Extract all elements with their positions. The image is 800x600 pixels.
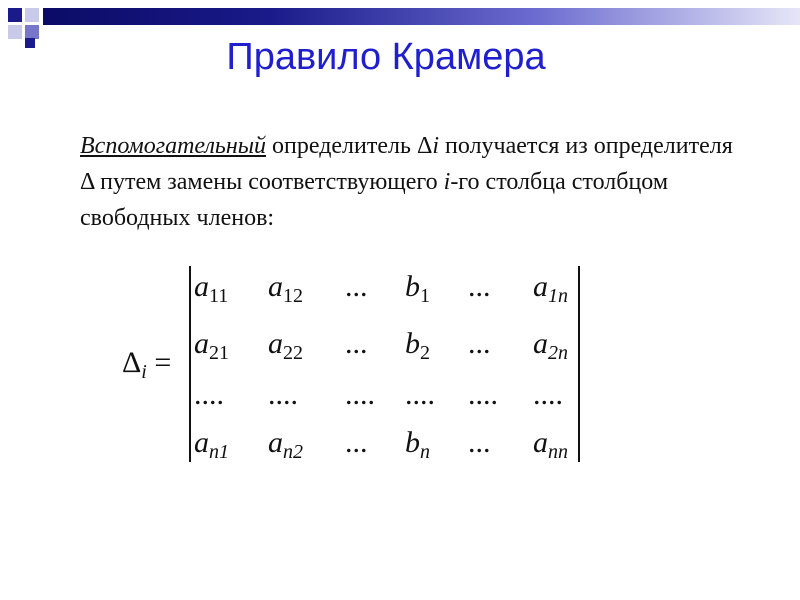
matrix-cell-base: a [268,327,283,360]
term-vspomogatelny: Вспомогательный [80,133,267,159]
matrix-cell [405,426,430,464]
matrix-cell-base: a [268,270,283,303]
matrix-cell-subscript: 1n [548,285,568,307]
matrix-cell-base: .... [405,378,435,411]
matrix-cell-base: ... [345,426,368,459]
matrix-cell [533,270,568,308]
delta-subscript: i [141,361,147,383]
matrix-cell [194,378,224,412]
slide-title: Правило Крамера [226,36,546,78]
matrix-cell-subscript: n1 [209,441,229,463]
matrix-cell [194,426,229,464]
matrix-cell [345,270,368,304]
matrix-cell-base: .... [533,378,563,411]
matrix-cell [405,327,430,365]
matrix-cell-base: b [405,426,420,459]
matrix-cell-base: ... [345,270,368,303]
matrix-cell [533,378,563,412]
para-text-3: -го столбца столбцом свободных членов: [80,169,669,231]
matrix-cell-subscript: 11 [209,285,229,307]
para-text-2: получается из определителя Δ путем замены соответствующего [80,133,733,195]
matrix-cell [345,378,375,412]
equals-sign: = [154,346,172,379]
matrix-cell-subscript: 2 [420,342,430,364]
matrix-cell [533,327,568,365]
matrix-cell [345,327,368,361]
matrix-cell-base: b [405,270,420,303]
matrix-cell-base: .... [268,378,298,411]
formula-lhs [122,346,171,384]
delta-symbol: Δ [122,346,142,379]
matrix-cell-subscript: 21 [209,342,229,364]
matrix-cell-base: a [533,426,548,459]
matrix-cell [468,270,491,304]
matrix-cell-base: a [194,270,209,303]
matrix-cell-subscript: n [420,441,430,463]
matrix-cell [268,378,298,412]
matrix-cell [194,270,228,308]
matrix-cell-base: ... [468,270,491,303]
matrix-cell [405,378,435,412]
matrix-cell-base: ... [468,426,491,459]
para-text-1: определитель Δ [266,133,433,159]
matrix-cell-base: ... [345,327,368,360]
matrix-cell [405,270,430,308]
matrix-cell [194,327,229,365]
matrix-cell-subscript: 2n [548,342,568,364]
matrix-cell [468,426,491,460]
matrix-cell-subscript: n2 [283,441,303,463]
matrix-cell-base: a [194,327,209,360]
matrix-cell-base: a [268,426,283,459]
matrix-cell [533,426,568,464]
matrix-cell-base: .... [468,378,498,411]
matrix-cell [268,426,303,464]
matrix-cell-base: ... [468,327,491,360]
para-var-i: i [432,133,440,159]
matrix-cell-base: .... [194,378,224,411]
matrix-cell-base: a [533,270,548,303]
matrix-cell [268,270,303,308]
matrix-cell-subscript: 1 [420,285,430,307]
matrix-cell [468,327,491,361]
matrix-cell [468,378,498,412]
matrix-cell-subscript: 12 [283,285,303,307]
matrix-cell [345,426,368,460]
matrix-cell-subscript: 22 [283,342,303,364]
matrix-cell-base: a [533,327,548,360]
matrix-cell-base: b [405,327,420,360]
determinant-right-bar [578,266,580,462]
determinant-left-bar [189,266,191,462]
matrix-cell-subscript: nn [548,441,568,463]
matrix-cell [268,327,303,365]
matrix-cell-base: .... [345,378,375,411]
matrix-cell-base: a [194,426,209,459]
para-var-i2: i [443,169,451,195]
